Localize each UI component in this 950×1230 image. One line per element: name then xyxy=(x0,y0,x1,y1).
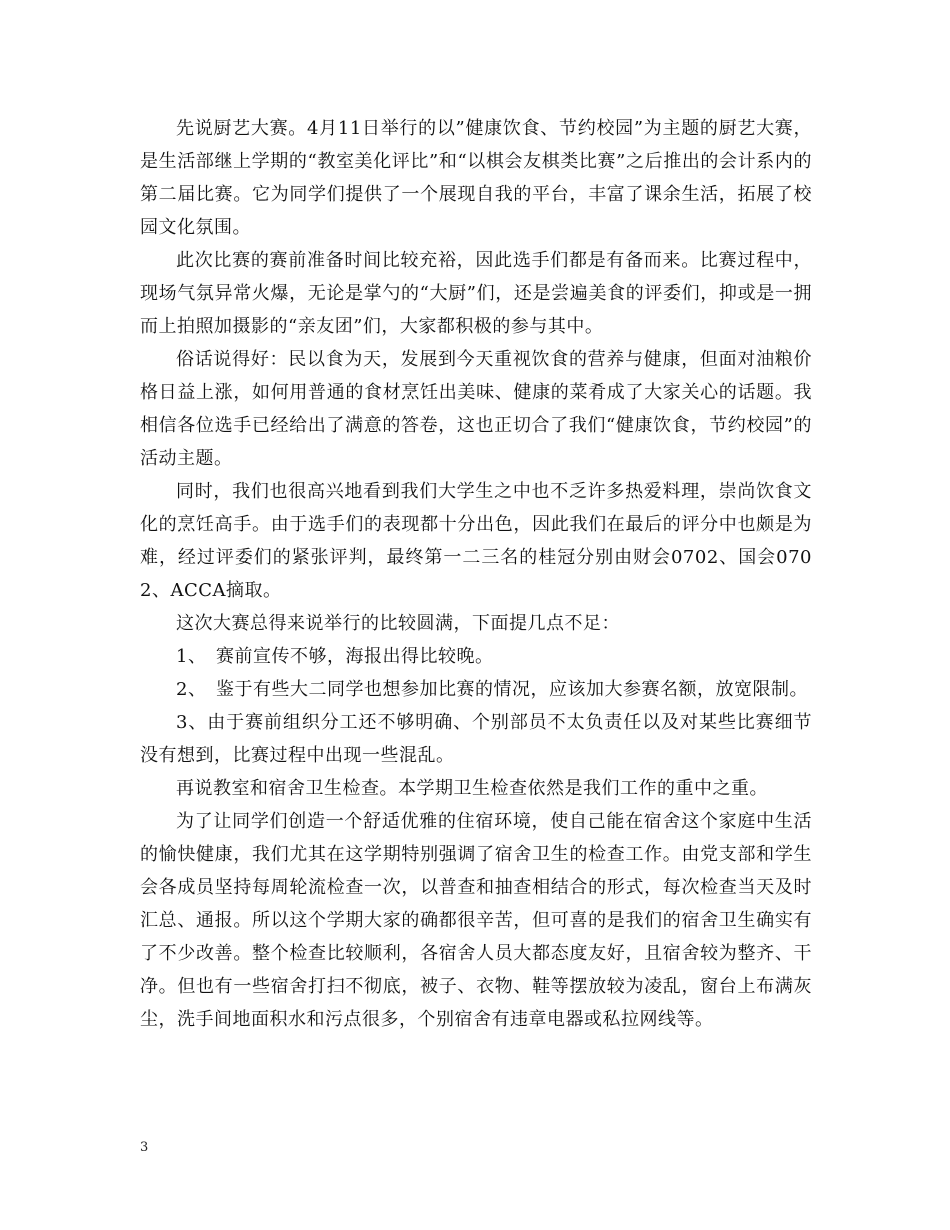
page-number: 3 xyxy=(140,1140,149,1155)
paragraph-cooking-contest-intro: 先说厨艺大赛。4月11日举行的以”健康饮食、节约校园”为主题的厨艺大赛，是生活部继上学期的“教室美化评比”和“以棋会友棋类比赛”之后推出的会计系内的第二届比赛。它为同学们提供了一个展现自我的平台，丰富了课余生活，拓展了校园文化氛围。 xyxy=(140,118,812,238)
paragraph-healthy-eating-theme: 俗话说得好：民以食为天，发展到今天重视饮食的营养与健康，但面对油粮价格日益上涨，如何用普通的食材烹饪出美味、健康的菜肴成了大家关心的话题。我相信各位选手已经给出了满意的答卷，这也正切合了我们“健康饮食，节约校园”的活动主题。 xyxy=(140,349,812,469)
document-body xyxy=(140,112,812,1036)
paragraph-dormitory-hygiene: 为了让同学们创造一个舒适优雅的住宿环境，使自己能在宿舍这个家庭中生活的愉快健康，我们尤其在这学期特别强调了宿舍卫生的检查工作。由党支部和学生会各成员坚持每周轮流检查一次，以普查和抽查相结合的形式，每次检查当天及时汇总、通报。所以这个学期大家的确都很辛苦，但可喜的是我们的宿舍卫生确实有了不少改善。整个检查比较顺利，各宿舍人员大都态度友好，且宿舍较为整齐、干净。但也有一些宿舍打扫不彻底，被子、衣物、鞋等摆放较为凌乱，窗台上布满灰尘，洗手间地面积水和污点很多，个别宿舍有违章电器或私拉网线等。 xyxy=(140,811,812,1030)
paragraph-contest-atmosphere: 此次比赛的赛前准备时间比较充裕，因此选手们都是有备而来。比赛过程中，现场气氛异常火爆，无论是掌勺的“大厨”们，还是尝遍美食的评委们，抑或是一拥而上拍照加摄影的“亲友团”们，大家都积极的参与其中。 xyxy=(140,250,812,337)
list-item-shortcoming-3: 3、由于赛前组织分工还不够明确、个别部员不太负责任以及对某些比赛细节没有想到，比赛过程中出现一些混乱。 xyxy=(140,712,812,766)
paragraph-contest-winners: 同时，我们也很高兴地看到我们大学生之中也不乏许多热爱料理，崇尚饮食文化的烹饪高手。由于选手们的表现都十分出色，因此我们在最后的评分中也颇是为难，经过评委们的紧张评判，最终第一二三名的桂冠分别由财会0702、国会0702、ACCA摘取。 xyxy=(140,481,812,601)
list-item-shortcoming-2: 2、 鉴于有些大二同学也想参加比赛的情况，应该加大参赛名额，放宽限制。 xyxy=(176,679,808,700)
paragraph-hygiene-check-intro: 再说教室和宿舍卫生检查。本学期卫生检查依然是我们工作的重中之重。 xyxy=(176,778,768,799)
paragraph-shortcomings-intro: 这次大赛总得来说举行的比较圆满，下面提几点不足： xyxy=(176,613,620,634)
list-item-shortcoming-1: 1、 赛前宣传不够，海报出得比较晚。 xyxy=(176,646,494,667)
